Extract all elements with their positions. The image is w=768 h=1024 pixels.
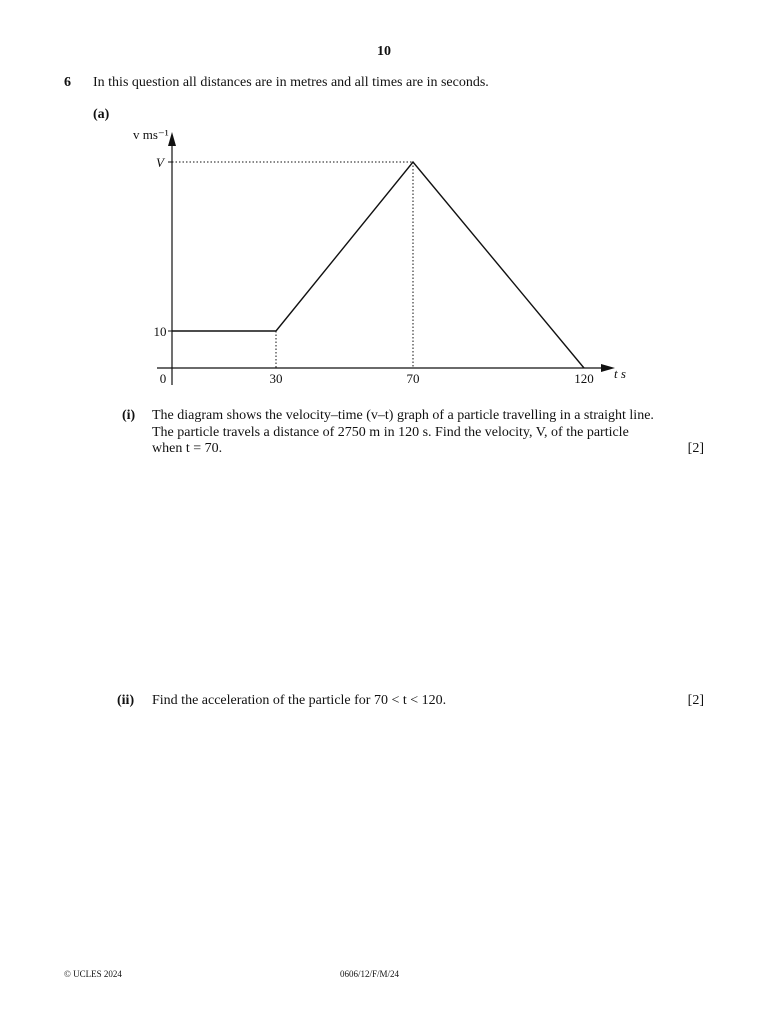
- x-tick-label-30: 30: [269, 371, 283, 386]
- velocity-time-graph: [0, 0, 768, 400]
- sub-ii-label: (ii): [117, 693, 135, 708]
- x-tick-label-120: 120: [574, 371, 594, 386]
- sub-i-marks: [2]: [687, 441, 704, 456]
- footer-copyright: © UCLES 2024: [64, 969, 122, 979]
- y-axis-label: v ms⁻¹: [133, 127, 169, 142]
- y-axis-arrowhead: [168, 132, 176, 146]
- question-intro: In this question all distances are in metres and all times are in seconds.: [93, 75, 489, 90]
- sub-i-line-1: The diagram shows the velocity–time (v–t) graph of a particle travelling in a straight line.: [152, 408, 654, 423]
- part-a-label: (a): [93, 107, 110, 122]
- sub-ii-marks: [2]: [687, 693, 704, 708]
- y-tick-label-V: V: [156, 155, 164, 170]
- sub-ii-question: Find the acceleration of the particle for 70 < t < 120.: [152, 693, 447, 708]
- sub-i-line-3: when t = 70.: [152, 441, 223, 456]
- y-tick-label-10: 10: [153, 324, 167, 339]
- sub-i-text: [152, 408, 704, 458]
- sub-i-label: (i): [122, 408, 136, 423]
- footer-paper-code: 0606/12/F/M/24: [340, 969, 400, 979]
- sub-ii-text: [152, 693, 704, 709]
- question-number: 6: [64, 75, 71, 90]
- x-axis-arrowhead: [601, 364, 615, 372]
- x-tick-label-0: 0: [159, 371, 167, 386]
- sub-i-line-2: The particle travels a distance of 2750 m in 120 s. Find the velocity, V, of the particle: [152, 424, 629, 440]
- x-tick-label-70: 70: [406, 371, 420, 386]
- page-number: 10: [377, 44, 391, 59]
- velocity-line: [172, 162, 584, 368]
- x-axis-label: t s: [614, 366, 626, 381]
